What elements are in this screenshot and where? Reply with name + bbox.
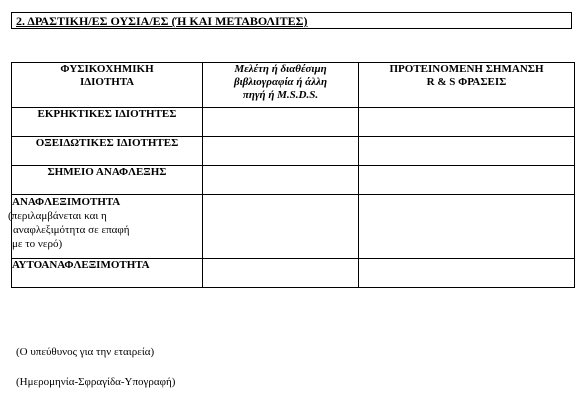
flammability-note-1: (περιλαμβάνεται και η bbox=[8, 210, 107, 222]
cell-classification-flash-point[interactable] bbox=[359, 166, 575, 195]
row-label-flammability bbox=[8, 195, 203, 259]
row-label-flash-point: ΣΗΜΕΙΟ ΑΝΑΦΛΕΞΗΣ bbox=[12, 166, 203, 195]
cell-source-flammability[interactable] bbox=[203, 195, 359, 259]
cell-source-oxidizing[interactable] bbox=[203, 137, 359, 166]
header-source: Μελέτη ή διαθέσιμη βιβλιογραφία ή άλλη πηγή ή M.S.D.S. bbox=[203, 63, 359, 108]
row-label-oxidizing: ΟΞΕΙΔΩΤΙΚΕΣ ΙΔΙΟΤΗΤΕΣ bbox=[12, 137, 203, 166]
table-row bbox=[12, 137, 575, 166]
table-row bbox=[12, 166, 575, 195]
row-label-explosive: ΕΚΡΗΚΤΙΚΕΣ ΙΔΙΟΤΗΤΕΣ bbox=[12, 108, 203, 137]
cell-classification-oxidizing[interactable] bbox=[359, 137, 575, 166]
table-row bbox=[12, 195, 575, 259]
responsible-label: (Ο υπεύθυνος για την εταιρεία) bbox=[16, 346, 155, 358]
table-row bbox=[12, 259, 575, 288]
section-title-box bbox=[11, 12, 572, 29]
section-title: 2. ΔΡΑΣΤΙΚΗ/ΕΣ ΟΥΣΙΑ/ΕΣ (Ή ΚΑΙ ΜΕΤΑΒΟΛΙΤΕΣ) bbox=[16, 14, 308, 28]
cell-source-explosive[interactable] bbox=[203, 108, 359, 137]
date-stamp-signature-label: (Ημερομηνία-Σφραγίδα-Υπογραφή) bbox=[16, 376, 176, 388]
flammability-note-2: αναφλεξιμότητα σε επαφή bbox=[13, 224, 130, 236]
cell-classification-autoflammability[interactable] bbox=[359, 259, 575, 288]
flammability-title: ΑΝΑΦΛΕΞΙΜΟΤΗΤΑ bbox=[12, 196, 121, 208]
header-property: ΦΥΣΙΚΟΧΗΜΙΚΗ ΙΔΙΟΤΗΤΑ bbox=[12, 63, 203, 108]
physicochemical-properties-table bbox=[8, 62, 575, 288]
cell-source-flash-point[interactable] bbox=[203, 166, 359, 195]
header-classification: ΠΡΟΤΕΙΝΟΜΕΝΗ ΣΗΜΑΝΣΗ R & S ΦΡΑΣΕΙΣ bbox=[359, 63, 575, 108]
cell-classification-flammability[interactable] bbox=[359, 195, 575, 259]
cell-source-autoflammability[interactable] bbox=[203, 259, 359, 288]
row-label-autoflammability: ΑΥΤΟΑΝΑΦΛΕΞΙΜΟΤΗΤΑ bbox=[12, 259, 203, 288]
flammability-note-3: με το νερό) bbox=[12, 238, 63, 250]
cell-classification-explosive[interactable] bbox=[359, 108, 575, 137]
table-row bbox=[12, 108, 575, 137]
table-header-row bbox=[12, 63, 575, 108]
